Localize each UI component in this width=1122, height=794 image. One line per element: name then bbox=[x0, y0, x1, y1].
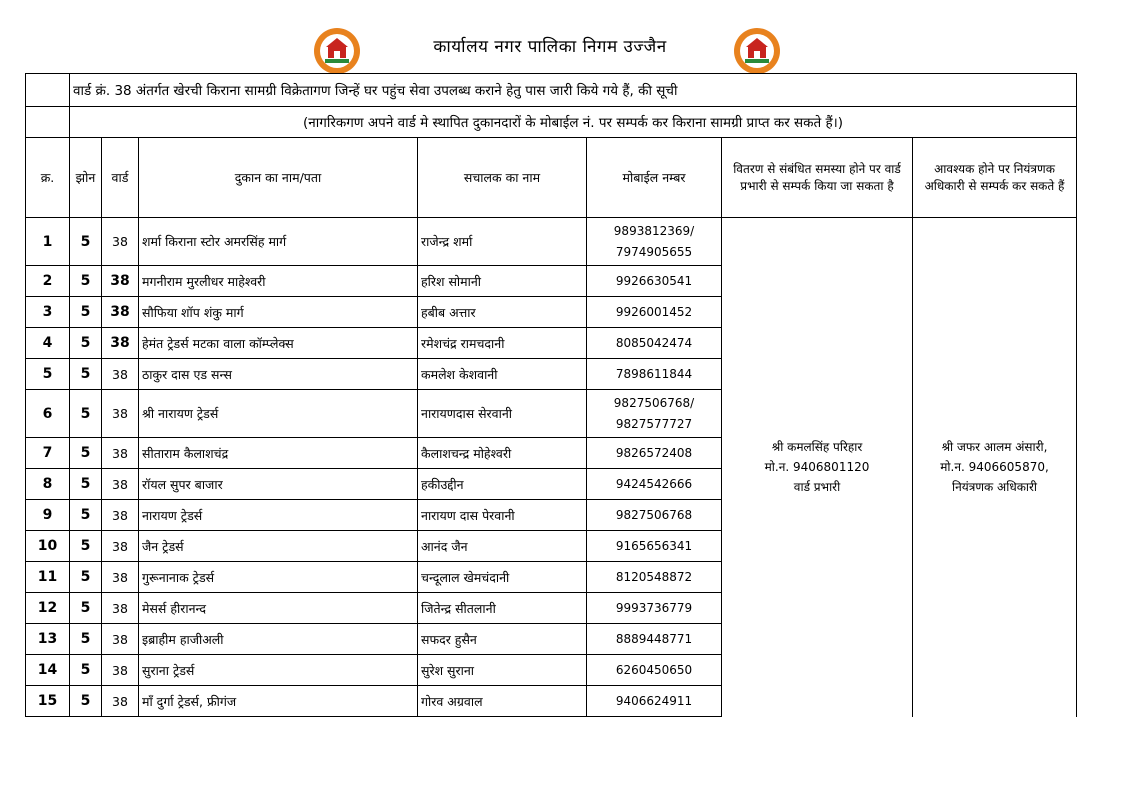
mobile-cell bbox=[587, 624, 722, 655]
serial-number-cell: 11 bbox=[26, 562, 70, 593]
operator-name-cell: हबीब अत्तार bbox=[418, 297, 587, 328]
municipal-logo-icon bbox=[732, 26, 782, 76]
serial-number-cell: 13 bbox=[26, 624, 70, 655]
shop-name-cell: शर्मा किराना स्टोर अमरसिंह मार्ग bbox=[139, 218, 418, 266]
mobile-cell bbox=[587, 686, 722, 717]
mobile-number: 9893812369/ bbox=[613, 223, 695, 238]
table-title: वार्ड क्रं. 38 अंतर्गत खेरची किराना सामग्री विक्रेतागण जिन्हें घर पहुंच सेवा उपलब्ध कराने हेतु पास जारी किये गये हैं, की सूची bbox=[70, 74, 1077, 107]
mobile-cell bbox=[587, 218, 722, 266]
shop-name-cell: जैन ट्रेडर्स bbox=[139, 531, 418, 562]
col-controlling-officer: आवश्यक होने पर नियंत्रणक अधिकारी से सम्पर्क कर सकते हैं bbox=[913, 138, 1077, 218]
ward-incharge-mobile: मो.न. 9406801120 bbox=[764, 460, 870, 475]
mobile-cell bbox=[587, 500, 722, 531]
serial-number-cell: 15 bbox=[26, 686, 70, 717]
shop-name-cell: इब्राहीम हाजीअली bbox=[139, 624, 418, 655]
operator-name-cell: सुरेश सुराना bbox=[418, 655, 587, 686]
ward-cell: 38 bbox=[102, 624, 139, 655]
zone-cell: 5 bbox=[70, 500, 102, 531]
col-operator: सचालक का नाम bbox=[418, 138, 587, 218]
mobile-cell bbox=[587, 359, 722, 390]
mobile-number: 7898611844 bbox=[615, 366, 693, 381]
mobile-number: 8120548872 bbox=[615, 569, 693, 584]
shop-name-cell: श्री नारायण ट्रेडर्स bbox=[139, 390, 418, 438]
mobile-cell bbox=[587, 297, 722, 328]
mobile-cell bbox=[587, 328, 722, 359]
zone-cell: 5 bbox=[70, 655, 102, 686]
col-ward-incharge: वितरण से संबंधित समस्या होने पर वार्ड प्रभारी से सम्पर्क किया जा सकता है bbox=[722, 138, 913, 218]
serial-number-cell: 12 bbox=[26, 593, 70, 624]
shop-name-cell: मगनीराम मुरलीधर माहेश्वरी bbox=[139, 266, 418, 297]
operator-name-cell: कैलाशचन्द्र मोहेश्वरी bbox=[418, 438, 587, 469]
operator-name-cell: राजेन्द्र शर्मा bbox=[418, 218, 587, 266]
controlling-officer-mobile: मो.न. 9406605870, bbox=[940, 460, 1049, 475]
shop-name-cell: माँ दुर्गा ट्रेडर्स, फ्रीगंज bbox=[139, 686, 418, 717]
page-header bbox=[0, 22, 1122, 78]
serial-number-cell: 7 bbox=[26, 438, 70, 469]
operator-name-cell: नारायण दास पेरवानी bbox=[418, 500, 587, 531]
operator-name-cell: गोरव अग्रवाल bbox=[418, 686, 587, 717]
mobile-cell bbox=[587, 438, 722, 469]
table-row bbox=[26, 218, 1077, 266]
office-title: कार्यालय नगर पालिका निगम उज्जैन bbox=[433, 37, 667, 57]
shop-name-cell: हेमंत ट्रेडर्स मटका वाला कॉम्प्लेक्स bbox=[139, 328, 418, 359]
zone-cell: 5 bbox=[70, 593, 102, 624]
ward-cell: 38 bbox=[102, 297, 139, 328]
controlling-officer-cell bbox=[913, 218, 1077, 717]
col-shop: दुकान का नाम/पता bbox=[139, 138, 418, 218]
mobile-number: 9926001452 bbox=[615, 304, 693, 319]
shop-name-cell: सौफिया शॉप शंकु मार्ग bbox=[139, 297, 418, 328]
serial-number-cell: 4 bbox=[26, 328, 70, 359]
ward-incharge-cell bbox=[722, 218, 913, 717]
controlling-officer-name: श्री जफर आलम अंसारी, bbox=[941, 440, 1048, 455]
ward-cell: 38 bbox=[102, 359, 139, 390]
operator-name-cell: रमेशचंद्र रामचदानी bbox=[418, 328, 587, 359]
ward-cell: 38 bbox=[102, 655, 139, 686]
controlling-officer-designation: नियंत्रणक अधिकारी bbox=[951, 480, 1038, 495]
operator-name-cell: जितेन्द्र सीतलानी bbox=[418, 593, 587, 624]
mobile-number: 9827506768 bbox=[615, 507, 693, 522]
mobile-number: 9406624911 bbox=[615, 693, 693, 708]
column-header-row bbox=[26, 138, 1077, 218]
serial-number-cell: 10 bbox=[26, 531, 70, 562]
ward-cell: 38 bbox=[102, 531, 139, 562]
mobile-cell bbox=[587, 593, 722, 624]
zone-cell: 5 bbox=[70, 359, 102, 390]
mobile-number-alt: 7974905655 bbox=[615, 244, 693, 259]
col-mobile: मोबाईल नम्बर bbox=[587, 138, 722, 218]
mobile-number-alt: 9827577727 bbox=[615, 416, 693, 431]
zone-cell: 5 bbox=[70, 469, 102, 500]
table-body bbox=[26, 218, 1077, 717]
shop-name-cell: सुराना ट्रेडर्स bbox=[139, 655, 418, 686]
zone-cell: 5 bbox=[70, 266, 102, 297]
zone-cell: 5 bbox=[70, 218, 102, 266]
zone-cell: 5 bbox=[70, 297, 102, 328]
mobile-cell bbox=[587, 390, 722, 438]
operator-name-cell: नारायणदास सेरवानी bbox=[418, 390, 587, 438]
ward-cell: 38 bbox=[102, 328, 139, 359]
ward-incharge-designation: वार्ड प्रभारी bbox=[793, 480, 841, 495]
mobile-number: 9165656341 bbox=[615, 538, 693, 553]
shop-name-cell: नारायण ट्रेडर्स bbox=[139, 500, 418, 531]
shop-name-cell: मेसर्स हीरानन्द bbox=[139, 593, 418, 624]
serial-number-cell: 6 bbox=[26, 390, 70, 438]
mobile-number: 9993736779 bbox=[615, 600, 693, 615]
ward-cell: 38 bbox=[102, 266, 139, 297]
mobile-cell bbox=[587, 266, 722, 297]
shop-name-cell: गुरूनानाक ट्रेडर्स bbox=[139, 562, 418, 593]
operator-name-cell: चन्दूलाल खेमचंदानी bbox=[418, 562, 587, 593]
shop-name-cell: ठाकुर दास एड सन्स bbox=[139, 359, 418, 390]
mobile-number: 8085042474 bbox=[615, 335, 693, 350]
serial-number-cell: 8 bbox=[26, 469, 70, 500]
col-zone: झोन bbox=[70, 138, 102, 218]
serial-number-cell: 2 bbox=[26, 266, 70, 297]
ward-cell: 38 bbox=[102, 218, 139, 266]
ward-cell: 38 bbox=[102, 562, 139, 593]
mobile-cell bbox=[587, 655, 722, 686]
zone-cell: 5 bbox=[70, 438, 102, 469]
serial-number-cell: 9 bbox=[26, 500, 70, 531]
serial-number-cell: 3 bbox=[26, 297, 70, 328]
ward-cell: 38 bbox=[102, 469, 139, 500]
mobile-cell bbox=[587, 469, 722, 500]
ward-incharge-name: श्री कमलसिंह परिहार bbox=[771, 440, 863, 455]
shop-name-cell: रॉयल सुपर बाजार bbox=[139, 469, 418, 500]
ward-cell: 38 bbox=[102, 438, 139, 469]
shop-list-table bbox=[25, 73, 1077, 717]
serial-number-cell: 5 bbox=[26, 359, 70, 390]
ward-cell: 38 bbox=[102, 390, 139, 438]
table-subtitle: (नागरिकगण अपने वार्ड मे स्थापित दुकानदारों के मोबाईल नं. पर सम्पर्क कर किराना सामग्री प्राप्त कर सकते हैं।) bbox=[70, 107, 1077, 138]
serial-number-cell: 14 bbox=[26, 655, 70, 686]
operator-name-cell: आनंद जैन bbox=[418, 531, 587, 562]
mobile-cell bbox=[587, 562, 722, 593]
operator-name-cell: हकीउद्दीन bbox=[418, 469, 587, 500]
zone-cell: 5 bbox=[70, 531, 102, 562]
zone-cell: 5 bbox=[70, 624, 102, 655]
mobile-number: 8889448771 bbox=[615, 631, 693, 646]
shop-name-cell: सीताराम कैलाशचंद्र bbox=[139, 438, 418, 469]
zone-cell: 5 bbox=[70, 328, 102, 359]
zone-cell: 5 bbox=[70, 686, 102, 717]
ward-cell: 38 bbox=[102, 593, 139, 624]
ward-cell: 38 bbox=[102, 686, 139, 717]
zone-cell: 5 bbox=[70, 562, 102, 593]
serial-number-cell: 1 bbox=[26, 218, 70, 266]
operator-name-cell: कमलेश केशवानी bbox=[418, 359, 587, 390]
mobile-number: 9926630541 bbox=[615, 273, 693, 288]
operator-name-cell: सफदर हुसैन bbox=[418, 624, 587, 655]
mobile-number: 9827506768/ bbox=[613, 395, 695, 410]
col-sn: क्र. bbox=[26, 138, 70, 218]
zone-cell: 5 bbox=[70, 390, 102, 438]
col-ward: वार्ड bbox=[102, 138, 139, 218]
mobile-cell bbox=[587, 531, 722, 562]
mobile-number: 6260450650 bbox=[615, 662, 693, 677]
ward-cell: 38 bbox=[102, 500, 139, 531]
municipal-logo-icon bbox=[312, 26, 362, 76]
operator-name-cell: हरिश सोमानी bbox=[418, 266, 587, 297]
mobile-number: 9424542666 bbox=[615, 476, 693, 491]
mobile-number: 9826572408 bbox=[615, 445, 693, 460]
